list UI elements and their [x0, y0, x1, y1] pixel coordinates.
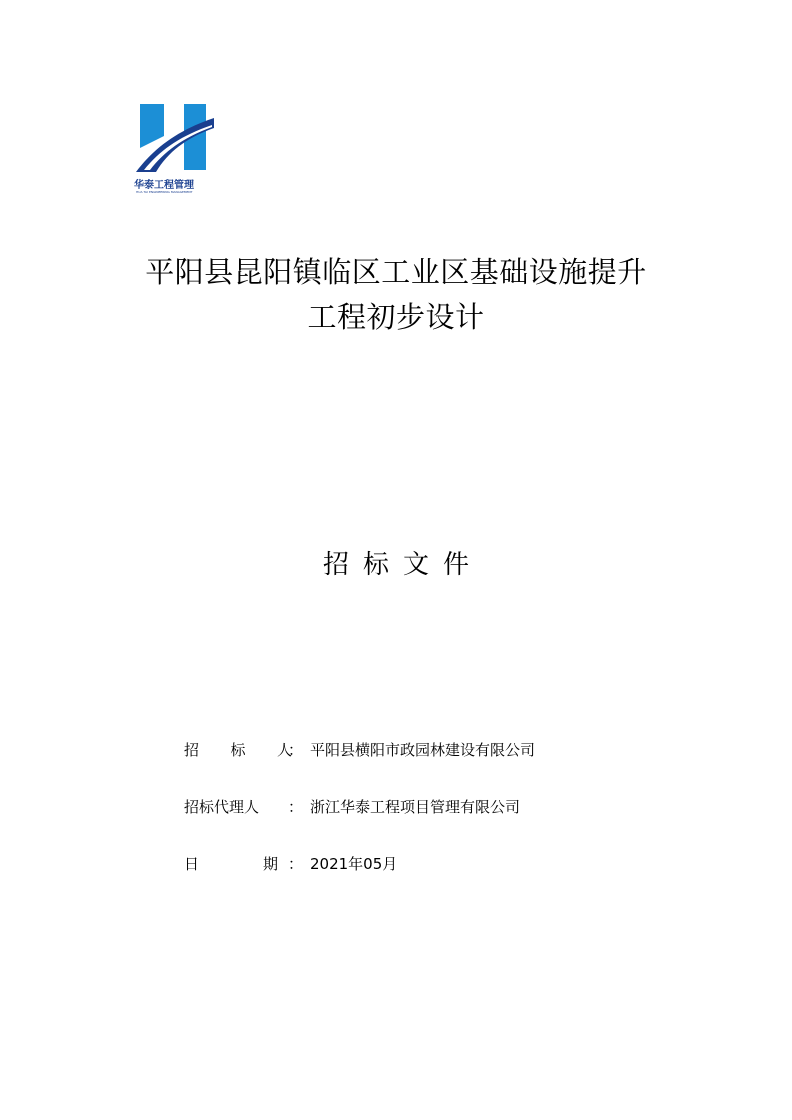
title-line-1: 平阳县昆阳镇临区工业区基础设施提升 — [145, 255, 647, 289]
agent-colon: ： — [288, 798, 304, 816]
agent-value: 浙江华泰工程项目管理有限公司 — [310, 798, 521, 816]
date-label-char: 期 — [262, 855, 278, 873]
logo-subtitle: HUA TAI ENGINEERING MANAGEMENT — [136, 190, 193, 194]
logo-company-name: 华泰工程管理 — [134, 180, 194, 191]
title-line-2: 工程初步设计 — [307, 300, 485, 334]
tenderer-label — [184, 738, 292, 763]
date-label — [184, 852, 278, 877]
tenderer-label-char: 标 — [230, 741, 246, 759]
date-value: 2021年05月 — [310, 855, 398, 873]
agent-label: 招标代理人 — [184, 798, 260, 816]
tenderer-label-char: 人 — [276, 741, 292, 759]
date-label-char: 日 — [184, 855, 200, 873]
document-type-heading: 招标文件 — [322, 550, 483, 580]
tenderer-value: 平阳县横阳市政园林建设有限公司 — [310, 741, 536, 759]
tenderer-colon: ： — [288, 741, 304, 759]
company-logo — [134, 100, 216, 196]
tenderer-label-char: 招 — [184, 741, 200, 759]
date-colon: ： — [288, 855, 304, 873]
logo-mark-icon — [134, 100, 216, 176]
project-title — [0, 250, 792, 340]
